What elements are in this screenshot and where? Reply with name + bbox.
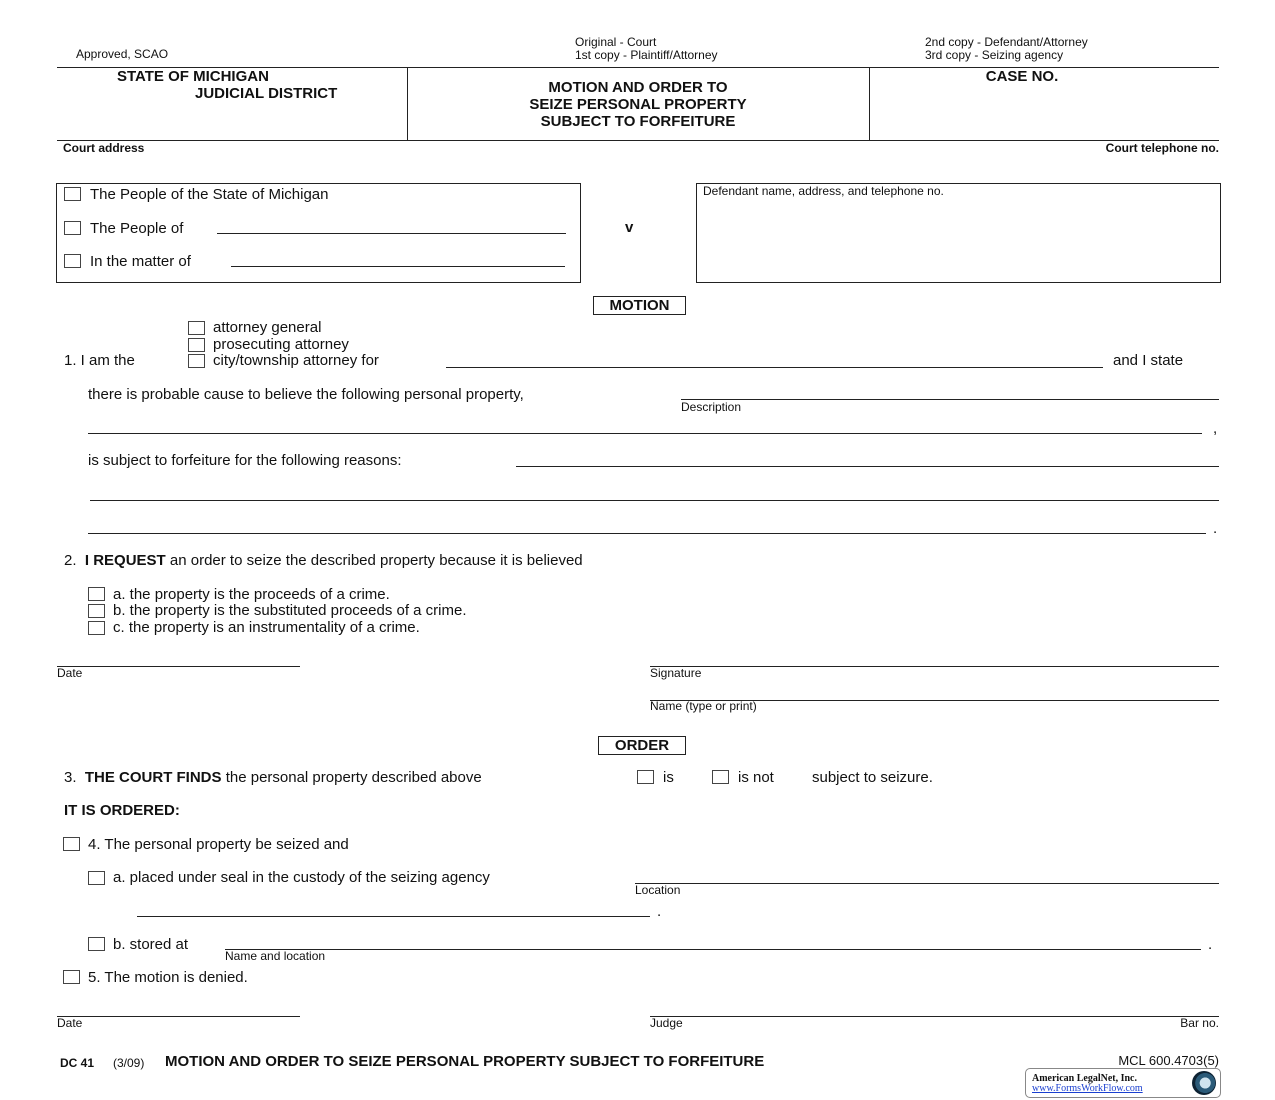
location-field-cont[interactable]: [137, 916, 650, 917]
ordered-heading: IT IS ORDERED:: [64, 802, 180, 819]
people-of-michigan-checkbox[interactable]: [64, 187, 81, 201]
form-title: MOTION AND ORDER TO: [548, 79, 728, 96]
role-option: city/township attorney for: [213, 352, 379, 369]
is-label: is: [663, 769, 674, 786]
period: .: [1208, 936, 1213, 953]
form-title: SEIZE PERSONAL PROPERTY: [529, 96, 747, 113]
city-attorney-checkbox[interactable]: [188, 354, 205, 368]
footer-title: MOTION AND ORDER TO SEIZE PERSONAL PROPERTY SUBJECT TO FORFEITURE: [165, 1053, 765, 1070]
divider: [57, 140, 1219, 141]
item5: 5. The motion is denied.: [88, 969, 248, 986]
reasons-field[interactable]: [516, 466, 1219, 467]
period: .: [657, 903, 662, 920]
description-label: Description: [681, 400, 742, 414]
role-option: attorney general: [213, 319, 322, 336]
item3-text: the personal property described above: [225, 769, 482, 786]
seize-checkbox[interactable]: [63, 837, 80, 851]
item3-bold: THE COURT FINDS: [84, 769, 222, 786]
is-not-label: is not: [738, 769, 774, 786]
logo-company: American LegalNet, Inc.: [1032, 1073, 1137, 1084]
statute: MCL 600.4703(5): [1118, 1053, 1219, 1068]
reason-option: b. the property is the substituted proceeds of a crime.: [113, 602, 467, 619]
matter-of-field[interactable]: [231, 266, 565, 267]
item1-suffix: and I state: [1113, 352, 1184, 369]
copy-second: 2nd copy - Defendant/Attorney: [925, 35, 1088, 49]
forfeiture-reasons-text: is subject to forfeiture for the following reasons:: [88, 452, 402, 469]
approved-label: Approved, SCAO: [76, 47, 169, 61]
item1-prefix: 1. I am the: [64, 352, 135, 369]
attorney-general-checkbox[interactable]: [188, 321, 205, 335]
item4: 4. The personal property be seized and: [88, 836, 349, 853]
publisher-logo: [1025, 1068, 1221, 1098]
signature-label: Signature: [650, 666, 702, 680]
role-option: prosecuting attorney: [213, 336, 349, 353]
district-label: JUDICIAL DISTRICT: [195, 85, 338, 102]
probable-cause-text: there is probable cause to believe the following personal property,: [88, 386, 524, 403]
subject-label: subject to seizure.: [812, 769, 933, 786]
motion-heading: MOTION: [593, 296, 686, 315]
description-field[interactable]: [681, 399, 1219, 400]
prosecuting-attorney-checkbox[interactable]: [188, 338, 205, 352]
substituted-proceeds-checkbox[interactable]: [88, 604, 105, 618]
form-title: SUBJECT TO FORFEITURE: [540, 113, 736, 130]
name-location-label: Name and location: [225, 949, 326, 963]
matter-of-checkbox[interactable]: [64, 254, 81, 268]
item3: [64, 769, 482, 787]
date-label: Date: [57, 666, 83, 680]
description-field-cont[interactable]: [88, 433, 1202, 434]
people-of-field[interactable]: [217, 233, 566, 234]
defendant-label: Defendant name, address, and telephone no.: [703, 184, 944, 198]
item2-bold: I REQUEST: [84, 552, 166, 569]
item2-num: 2.: [64, 552, 77, 569]
logo-url: www.FormsWorkFlow.com: [1032, 1083, 1143, 1094]
is-checkbox[interactable]: [637, 770, 654, 784]
copy-original: Original - Court: [575, 35, 657, 49]
stored-checkbox[interactable]: [88, 937, 105, 951]
seal-checkbox[interactable]: [88, 871, 105, 885]
court-address-label: Court address: [63, 141, 145, 155]
motion-date-field[interactable]: [57, 666, 300, 667]
court-telephone-label: Court telephone no.: [1105, 141, 1219, 155]
is-not-checkbox[interactable]: [712, 770, 729, 784]
item2-text: an order to seize the described property because it is believed: [169, 552, 583, 569]
item4b: b. stored at: [113, 936, 189, 953]
item3-num: 3.: [64, 769, 77, 786]
name-location-field[interactable]: [225, 949, 1201, 950]
state-label: STATE OF MICHIGAN: [117, 68, 269, 85]
order-heading: ORDER: [598, 736, 686, 755]
plaintiff-option: In the matter of: [90, 253, 191, 270]
comma: ,: [1213, 420, 1218, 437]
city-attorney-for-field[interactable]: [446, 367, 1103, 368]
signature-field[interactable]: [650, 666, 1219, 667]
period: .: [1213, 520, 1218, 537]
globe-icon: [1192, 1071, 1216, 1095]
location-label: Location: [635, 883, 681, 897]
form-revision: (3/09): [113, 1056, 145, 1070]
reasons-field-cont[interactable]: [88, 533, 1206, 534]
bar-no-label: Bar no.: [1180, 1016, 1219, 1030]
instrumentality-checkbox[interactable]: [88, 621, 105, 635]
reasons-field-cont[interactable]: [90, 500, 1219, 501]
date-label: Date: [57, 1016, 83, 1030]
reason-option: a. the property is the proceeds of a crime.: [113, 586, 390, 603]
location-field[interactable]: [635, 883, 1219, 884]
item4a: a. placed under seal in the custody of the seizing agency: [113, 869, 490, 886]
plaintiff-option: The People of the State of Michigan: [90, 186, 329, 203]
item2: [64, 552, 583, 570]
judge-field[interactable]: [650, 1016, 1219, 1017]
form-number: DC 41: [60, 1056, 95, 1070]
denied-checkbox[interactable]: [63, 970, 80, 984]
defendant-field[interactable]: [696, 183, 1221, 283]
judge-label: Judge: [650, 1016, 683, 1030]
plaintiff-option: The People of: [90, 220, 184, 237]
people-of-checkbox[interactable]: [64, 221, 81, 235]
name-label: Name (type or print): [650, 699, 757, 713]
proceeds-checkbox[interactable]: [88, 587, 105, 601]
copy-first: 1st copy - Plaintiff/Attorney: [575, 48, 718, 62]
versus-label: v: [625, 219, 634, 236]
order-date-field[interactable]: [57, 1016, 300, 1017]
reason-option: c. the property is an instrumentality of a crime.: [113, 619, 420, 636]
copy-third: 3rd copy - Seizing agency: [925, 48, 1064, 62]
case-no-field[interactable]: CASE NO.: [985, 68, 1059, 85]
